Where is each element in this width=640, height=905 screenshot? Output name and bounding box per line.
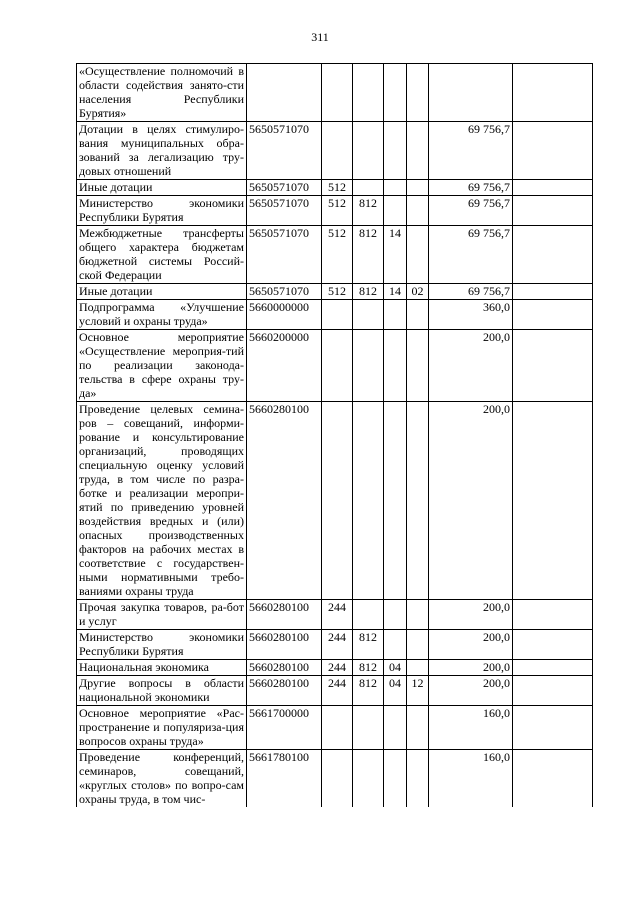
page-number: 311 xyxy=(311,30,329,44)
row-subsection-cell xyxy=(407,122,429,180)
row-section-cell: 14 xyxy=(384,226,407,284)
row-section-cell xyxy=(384,64,407,122)
row-extra-cell xyxy=(513,196,593,226)
row-ministry-cell xyxy=(353,180,384,196)
row-ministry-cell: 812 xyxy=(353,630,384,660)
row-subsection-cell xyxy=(407,300,429,330)
row-expense-type-cell: 244 xyxy=(322,660,353,676)
table-row xyxy=(77,330,593,402)
row-section-cell xyxy=(384,300,407,330)
row-name-cell: Министерство экономики Республики Бурятия xyxy=(77,196,247,226)
row-extra-cell xyxy=(513,122,593,180)
row-amount-cell: 200,0 xyxy=(429,676,513,706)
row-extra-cell xyxy=(513,180,593,196)
row-subsection-cell xyxy=(407,660,429,676)
row-amount-cell: 200,0 xyxy=(429,630,513,660)
row-code-cell: 5650571070 xyxy=(247,122,322,180)
row-name-cell: Проведение целевых семина-ров – совещаний, информи-рование и консультирование организаций, проводящих специальную оценку условий труда, в том числе по разра-ботке и реализации меропри-ятий по приведению уровней воздействия вредных и (или) опасных производственных факторов на рабочих местах в соответствие с государствен-ными нормативными требо-ваниями охраны труда xyxy=(77,402,247,600)
row-amount-cell xyxy=(429,64,513,122)
row-subsection-cell xyxy=(407,196,429,226)
row-code-cell: 5661700000 xyxy=(247,706,322,750)
row-code-cell: 5660200000 xyxy=(247,330,322,402)
row-section-cell xyxy=(384,706,407,750)
row-amount-cell: 200,0 xyxy=(429,600,513,630)
row-expense-type-cell xyxy=(322,706,353,750)
row-expense-type-cell: 244 xyxy=(322,630,353,660)
row-amount-cell: 69 756,7 xyxy=(429,226,513,284)
row-extra-cell xyxy=(513,402,593,600)
row-ministry-cell xyxy=(353,706,384,750)
row-subsection-cell xyxy=(407,600,429,630)
row-ministry-cell xyxy=(353,300,384,330)
row-amount-cell: 160,0 xyxy=(429,750,513,808)
table-row xyxy=(77,750,593,808)
row-expense-type-cell: 512 xyxy=(322,284,353,300)
row-subsection-cell xyxy=(407,64,429,122)
row-section-cell xyxy=(384,630,407,660)
row-name-cell: Национальная экономика xyxy=(77,660,247,676)
row-code-cell xyxy=(247,64,322,122)
row-name-cell: Министерство экономики Республики Бурятия xyxy=(77,630,247,660)
row-expense-type-cell: 244 xyxy=(322,676,353,706)
row-name-cell: Дотации в целях стимулиро-вания муниципальных обра-зований за легализацию тру-довых отношений xyxy=(77,122,247,180)
row-name-cell: Иные дотации xyxy=(77,284,247,300)
row-code-cell: 5660280100 xyxy=(247,402,322,600)
row-expense-type-cell xyxy=(322,750,353,808)
row-amount-cell: 69 756,7 xyxy=(429,180,513,196)
row-subsection-cell xyxy=(407,226,429,284)
row-extra-cell xyxy=(513,630,593,660)
row-ministry-cell: 812 xyxy=(353,226,384,284)
row-code-cell: 5661780100 xyxy=(247,750,322,808)
table-row xyxy=(77,600,593,630)
row-ministry-cell: 812 xyxy=(353,284,384,300)
row-name-cell: Основное мероприятие «Рас-пространение и популяриза-ция вопросов охраны труда» xyxy=(77,706,247,750)
row-name-cell: Подпрограмма «Улучшение условий и охраны труда» xyxy=(77,300,247,330)
table-row xyxy=(77,706,593,750)
table-body xyxy=(77,64,593,808)
table-row xyxy=(77,196,593,226)
table-row xyxy=(77,300,593,330)
row-section-cell xyxy=(384,330,407,402)
row-expense-type-cell xyxy=(322,330,353,402)
row-extra-cell xyxy=(513,284,593,300)
row-section-cell xyxy=(384,196,407,226)
row-amount-cell: 69 756,7 xyxy=(429,196,513,226)
table-row xyxy=(77,630,593,660)
row-amount-cell: 69 756,7 xyxy=(429,122,513,180)
table-row xyxy=(77,180,593,196)
row-expense-type-cell: 512 xyxy=(322,196,353,226)
row-extra-cell xyxy=(513,660,593,676)
row-subsection-cell xyxy=(407,706,429,750)
row-extra-cell xyxy=(513,706,593,750)
table-row xyxy=(77,64,593,122)
row-extra-cell xyxy=(513,330,593,402)
row-ministry-cell xyxy=(353,750,384,808)
table-row xyxy=(77,122,593,180)
row-subsection-cell xyxy=(407,330,429,402)
row-name-cell: Проведение конференций, семинаров, совещаний, «круглых столов» по вопро-сам охраны труда, в том чис- xyxy=(77,750,247,808)
row-expense-type-cell: 512 xyxy=(322,226,353,284)
row-amount-cell: 360,0 xyxy=(429,300,513,330)
row-amount-cell: 160,0 xyxy=(429,706,513,750)
row-ministry-cell xyxy=(353,600,384,630)
row-extra-cell xyxy=(513,226,593,284)
row-extra-cell xyxy=(513,600,593,630)
row-extra-cell xyxy=(513,750,593,808)
row-expense-type-cell xyxy=(322,300,353,330)
table-row xyxy=(77,284,593,300)
row-expense-type-cell: 244 xyxy=(322,600,353,630)
row-code-cell: 5660000000 xyxy=(247,300,322,330)
row-ministry-cell xyxy=(353,402,384,600)
row-section-cell xyxy=(384,750,407,808)
table-row xyxy=(77,676,593,706)
row-expense-type-cell xyxy=(322,402,353,600)
table-row xyxy=(77,660,593,676)
row-ministry-cell xyxy=(353,64,384,122)
row-extra-cell xyxy=(513,300,593,330)
row-name-cell: «Осуществление полномочий в области содействия занято-сти населения Республики Бурятия» xyxy=(77,64,247,122)
row-section-cell: 04 xyxy=(384,660,407,676)
row-name-cell: Основное мероприятие «Осуществление мероприя-тий по реализации законода-тельства в сфере охраны тру-да» xyxy=(77,330,247,402)
row-ministry-cell: 812 xyxy=(353,676,384,706)
row-code-cell: 5650571070 xyxy=(247,180,322,196)
row-section-cell xyxy=(384,180,407,196)
row-amount-cell: 200,0 xyxy=(429,660,513,676)
row-subsection-cell xyxy=(407,750,429,808)
row-expense-type-cell xyxy=(322,64,353,122)
row-subsection-cell xyxy=(407,402,429,600)
row-ministry-cell: 812 xyxy=(353,196,384,226)
row-name-cell: Межбюджетные трансферты общего характера бюджетам бюджетной системы Россий-ской Федерации xyxy=(77,226,247,284)
row-code-cell: 5650571070 xyxy=(247,284,322,300)
row-section-cell: 14 xyxy=(384,284,407,300)
row-amount-cell: 200,0 xyxy=(429,330,513,402)
row-code-cell: 5660280100 xyxy=(247,660,322,676)
row-expense-type-cell: 512 xyxy=(322,180,353,196)
row-subsection-cell: 12 xyxy=(407,676,429,706)
row-ministry-cell: 812 xyxy=(353,660,384,676)
row-ministry-cell xyxy=(353,330,384,402)
row-amount-cell: 69 756,7 xyxy=(429,284,513,300)
row-name-cell: Прочая закупка товаров, ра-бот и услуг xyxy=(77,600,247,630)
row-name-cell: Другие вопросы в области национальной экономики xyxy=(77,676,247,706)
table-row xyxy=(77,226,593,284)
row-code-cell: 5660280100 xyxy=(247,630,322,660)
row-extra-cell xyxy=(513,676,593,706)
row-code-cell: 5650571070 xyxy=(247,226,322,284)
row-expense-type-cell xyxy=(322,122,353,180)
row-code-cell: 5650571070 xyxy=(247,196,322,226)
table-row xyxy=(77,402,593,600)
row-subsection-cell: 02 xyxy=(407,284,429,300)
row-subsection-cell xyxy=(407,180,429,196)
budget-table xyxy=(76,63,593,807)
row-code-cell: 5660280100 xyxy=(247,600,322,630)
row-code-cell: 5660280100 xyxy=(247,676,322,706)
row-ministry-cell xyxy=(353,122,384,180)
row-section-cell xyxy=(384,600,407,630)
row-extra-cell xyxy=(513,64,593,122)
row-subsection-cell xyxy=(407,630,429,660)
row-amount-cell: 200,0 xyxy=(429,402,513,600)
row-section-cell xyxy=(384,122,407,180)
row-section-cell xyxy=(384,402,407,600)
row-section-cell: 04 xyxy=(384,676,407,706)
row-name-cell: Иные дотации xyxy=(77,180,247,196)
